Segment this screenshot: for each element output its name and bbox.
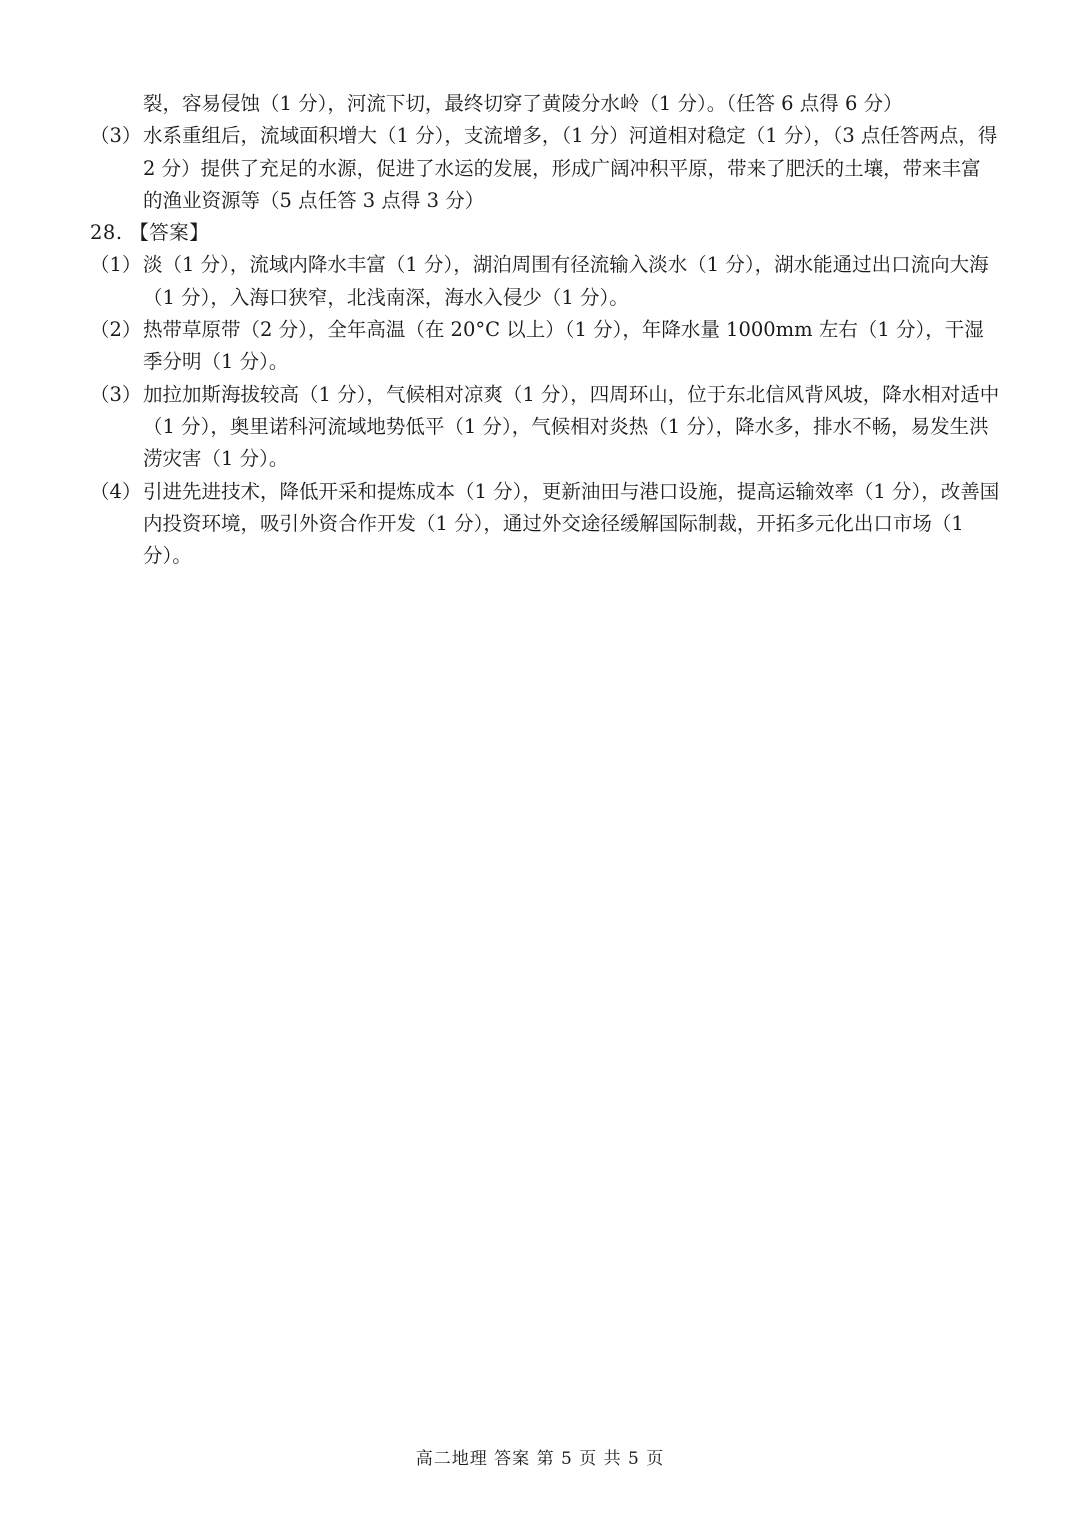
q27-continuation: 裂，容易侵蚀（1 分），河流下切，最终切穿了黄陵分水岭（1 分）。（任答 6 点得 6 分）	[143, 92, 903, 115]
answer-content	[90, 88, 1000, 572]
q28-part4	[90, 476, 1000, 573]
q28-part3	[90, 379, 1000, 476]
q28-part2-number: （2）	[90, 318, 142, 342]
q28-part2-text: 热带草原带（2 分），全年高温（在 20°C 以上）（1 分），年降水量 1000mm 左右（1 分），干湿季分明（1 分）。	[143, 318, 984, 374]
q28-part3-number: （3）	[90, 382, 142, 406]
q28-part1-text: 淡（1 分），流域内降水丰富（1 分），湖泊周围有径流输入淡水（1 分），湖水能通过出口流向大海（1 分），入海口狭窄，北浅南深，海水入侵少（1 分）。	[143, 253, 989, 309]
q28-part2	[90, 314, 1000, 379]
q28-part4-text: 引进先进技术，降低开采和提炼成本（1 分），更新油田与港口设施，提高运输效率（1 分），改善国内投资环境，吸引外资合作开发（1 分），通过外交途径缓解国际制裁，开拓多元化出口市场（1 分）。	[143, 479, 1000, 568]
q28-heading: 28. 【答案】	[90, 221, 210, 245]
q27-part3	[90, 120, 1000, 217]
q27-part3-text: 水系重组后，流域面积增大（1 分），支流增多，（1 分）河道相对稳定（1 分），（3 点任答两点，得 2 分）提供了充足的水源，促进了水运的发展，形成广阔冲积平原，带来了肥沃的土壤，带来丰富的渔业资源等（5 点任答 3 点得 3 分）	[143, 124, 998, 212]
q28-part3-text: 加拉加斯海拔较高（1 分），气候相对凉爽（1 分），四周环山，位于东北信风背风坡，降水相对适中（1 分），奥里诺科河流域地势低平（1 分），气候相对炎热（1 分），降水多，排水不畅，易发生洪涝灾害（1 分）。	[143, 382, 1000, 471]
q27-part3-number: （3）	[90, 124, 142, 148]
q28-part1-number: （1）	[90, 253, 142, 277]
page-footer: 高二地理 答案 第 5 页 共 5 页	[415, 1449, 665, 1469]
q28-part4-number: （4）	[90, 479, 142, 503]
q28-part1	[90, 249, 1000, 314]
